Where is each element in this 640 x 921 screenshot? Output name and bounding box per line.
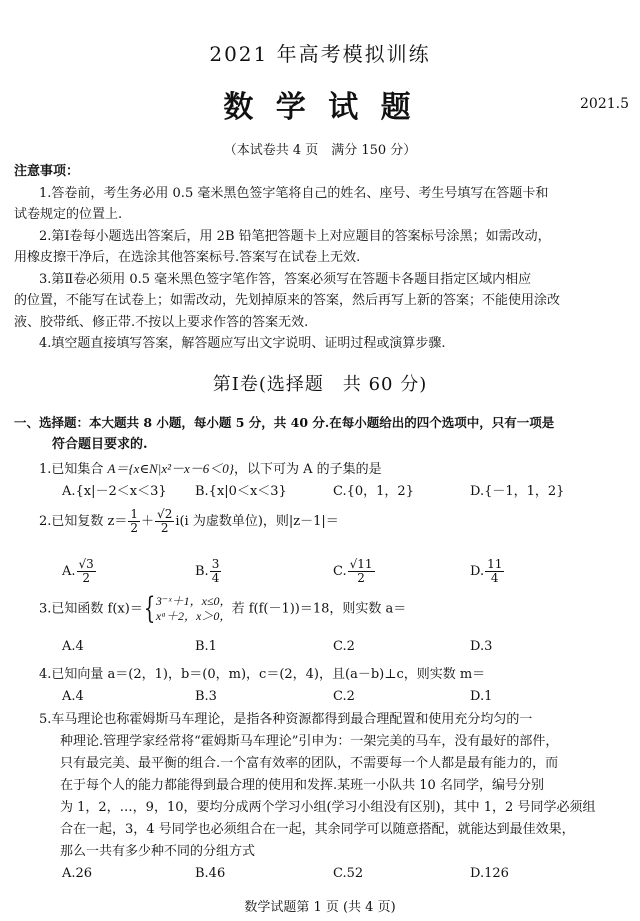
notice-line: 试卷规定的位置上.	[14, 207, 123, 222]
notice-line: 的位置，不能写在试卷上；如需改动，先划掉原来的答案，然后再写上新的答案；不能使用涂改	[14, 293, 561, 308]
q1-math: A＝{x∈N|x²－x－6＜0}	[107, 461, 234, 476]
q2-option-b: B. $\frac{3}{4}$	[195, 557, 220, 585]
q1-option-d: D.{－1，1，2}	[470, 484, 565, 499]
q5-line: 种理论.管理学家经常将“霍姆斯马车理论”引申为：一架完美的马车，没有最好的部件，	[60, 734, 559, 749]
part-heading: 一、选择题：本大题共 8 小题，每小题 5 分，共 40 分.在每小题给出的四个选项中，只有一项是	[14, 415, 555, 430]
q5-line: 那么一共有多少种不同的分组方式	[60, 844, 256, 859]
q2-option-c: C. $\frac{√11}{2}$	[333, 557, 373, 585]
notice-line: 用橡皮擦干净后，在选涂其他答案标号.答案写在试卷上无效.	[14, 250, 361, 265]
part-heading-cont: 符合题目要求的.	[52, 437, 148, 452]
notice-line: 液、胶带纸、修正带.不按以上要求作答的答案无效.	[14, 315, 309, 330]
q2-fraction-1: $\frac{1}{2}$	[130, 507, 139, 535]
q2-option-d: D. $\frac{11}{4}$	[470, 557, 503, 585]
q5-line: 只有最完美、最平衡的组合.一个富有效率的团队，不需要每一个人都是最有能力的，而	[60, 756, 559, 771]
q2-prefix: 2.已知复数 z＝	[39, 514, 128, 529]
question-4-stem: 4.已知向量 a＝(2，1)，b＝(0，m)，c＝(2，4)，且(a－b)⊥c，则实数 m＝	[39, 667, 486, 682]
q3-cases: 3⁻ˣ＋1，x≤0， xᵃ＋2，x＞0，	[155, 594, 232, 623]
q1-option-c: C.{0，1，2}	[333, 484, 414, 499]
q5-line: 5.车马理论也称霍姆斯马车理论，是指各种资源都得到最合理配置和使用充分均匀的一	[39, 712, 533, 727]
question-1-stem	[39, 460, 382, 478]
q3-option-a: A.4	[62, 639, 84, 654]
q5-option-d: D.126	[470, 866, 509, 881]
q3-option-c: C.2	[333, 639, 355, 654]
q4-option-c: C.2	[333, 689, 355, 704]
q2-plus: ＋	[141, 514, 155, 529]
exam-subtitle: （本试卷共 4 页 满分 150 分）	[223, 143, 417, 158]
q2-suffix: i(i 为虚数单位)，则|z－1|＝	[175, 514, 339, 529]
q5-option-c: C.52	[333, 866, 364, 881]
notice-line: 1.答卷前，考生务必用 0.5 毫米黑色签字笔将自己的姓名、座号、考生号填写在答题卡和	[39, 186, 549, 201]
q2-fraction-2: $\frac{√2}{2}$	[157, 507, 173, 535]
q3-option-d: D.3	[470, 639, 493, 654]
q2-option-a: A. $\frac{√3}{2}$	[62, 557, 94, 585]
notice-heading: 注意事项：	[14, 164, 80, 179]
q1-suffix: ，以下可为 A 的子集的是	[233, 462, 382, 477]
question-3-stem	[39, 591, 407, 626]
notice-line: 3.第Ⅱ卷必须用 0.5 毫米黑色签字笔作答，答案必须写在答题卡各题目指定区域内相应	[39, 272, 532, 287]
subject-title: 数 学 试 题	[223, 90, 417, 125]
q3-suffix: 若 f(f(－1))＝18，则实数 a＝	[231, 601, 407, 617]
q4-option-d: D.1	[470, 689, 493, 704]
question-2-stem	[39, 508, 339, 535]
q3-option-b: B.1	[195, 639, 217, 654]
q5-option-b: B.46	[195, 866, 226, 881]
q1-option-a: A.{x|－2＜x＜3}	[62, 484, 167, 499]
q3-prefix: 3.已知函数 f(x)＝	[39, 601, 143, 617]
q4-option-a: A.4	[62, 689, 84, 704]
exam-title: 2021 年高考模拟训练	[209, 42, 431, 66]
q1-option-b: B.{x|0＜x＜3}	[195, 484, 287, 499]
q5-line: 合在一起，3，4 号同学也必须组合在一起，其余同学可以随意搭配，就能达到最佳效果，	[60, 822, 575, 837]
q5-option-a: A.26	[62, 866, 93, 881]
q5-line: 在于每个人的能力都能得到最合理的使用和发挥.某班一小队共 10 名同学，编号分别	[60, 778, 544, 793]
piecewise-brace: {	[143, 591, 156, 626]
q5-line: 为 1，2，…，9，10，要均分成两个学习小组(学习小组没有区别)，其中 1，2 号同学必须组	[60, 800, 596, 815]
q4-option-b: B.3	[195, 689, 217, 704]
q1-prefix: 1.已知集合	[39, 462, 108, 477]
page-footer: 数学试题第 1 页 (共 4 页)	[244, 900, 396, 915]
section-heading: 第Ⅰ卷(选择题 共 60 分)	[212, 374, 428, 395]
notice-line: 4.填空题直接填写答案，解答题应写出文字说明、证明过程或演算步骤.	[39, 336, 446, 351]
notice-line: 2.第Ⅰ卷每小题选出答案后，用 2B 铅笔把答题卡上对应题目的答案标号涂黑；如需改动，	[39, 229, 551, 244]
exam-date: 2021.5	[580, 96, 629, 112]
